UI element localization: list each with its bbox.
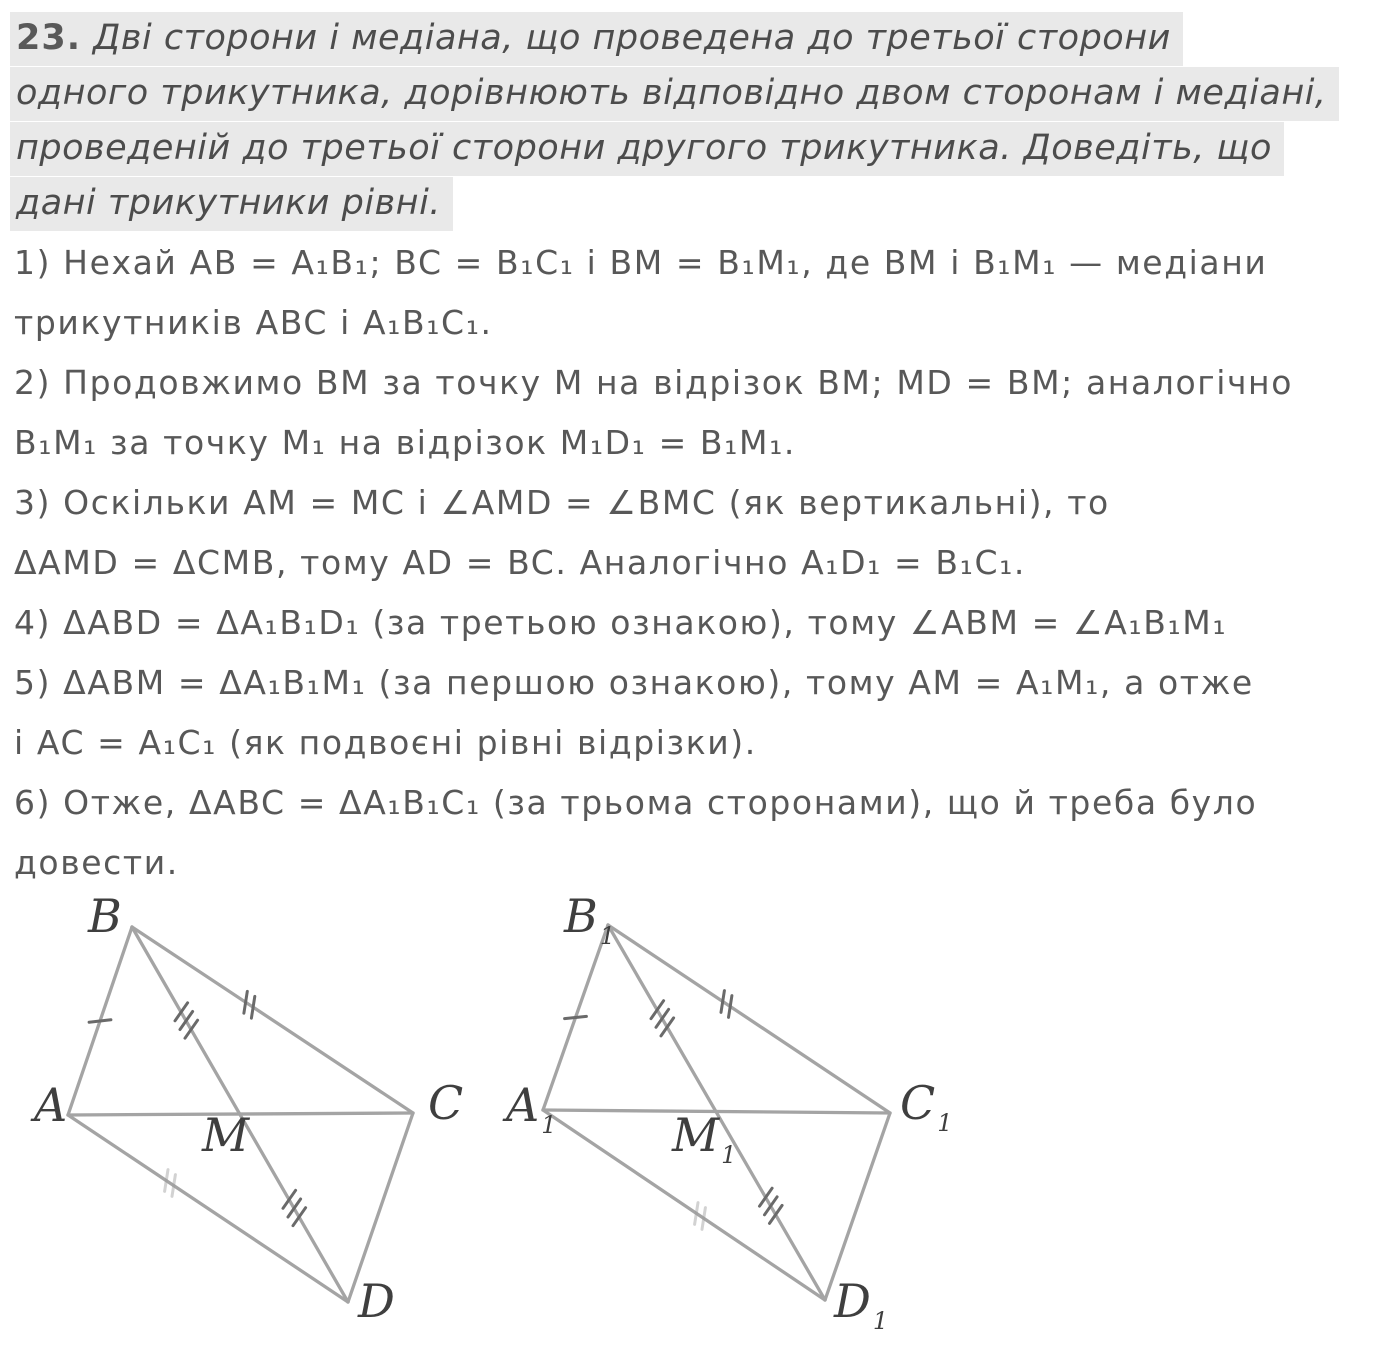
problem-line xyxy=(10,12,1339,66)
problem-text: одного трикутника, дорівнюють відповідно двом сторонам і медіані, xyxy=(10,67,1339,121)
solution-line: трикутників ABC і A₁B₁C₁. xyxy=(14,303,493,342)
solution-line: ΔAMD = ΔCMB, тому AD = BC. Аналогічно A₁D₁ = B₁C₁. xyxy=(14,543,1027,582)
solution-line: 6) Отже, ΔABC = ΔA₁B₁C₁ (за трьома сторонами), що й треба було xyxy=(14,783,1258,822)
solution-line: 1) Нехай AB = A₁B₁; BC = B₁C₁ і BM = B₁M₁, де BM і B₁M₁ — медіани xyxy=(14,243,1268,282)
vertex-label-D1: $D_1$ xyxy=(834,1274,889,1335)
vertex-label-A1: $A_1$ xyxy=(506,1078,557,1139)
problem-text: проведеній до третьої сторони другого трикутника. Доведіть, що xyxy=(10,122,1284,176)
problem-line xyxy=(10,122,1339,176)
figure-left-tick-marks xyxy=(89,991,306,1225)
problem-text: Дві сторони і медіана, що проведена до третьої сторони xyxy=(93,18,1171,58)
vertex-label-C: C xyxy=(428,1076,464,1130)
problem-number: 23. xyxy=(16,18,82,58)
vertex-label-M1: $M_1$ xyxy=(672,1108,737,1169)
vertex-label-M: M xyxy=(202,1108,250,1162)
problem-statement xyxy=(10,12,1339,232)
vertex-label-A: A xyxy=(34,1078,68,1132)
problem-line xyxy=(10,177,1339,231)
vertex-label-B: B xyxy=(88,889,122,943)
solution-line: 4) ΔABD = ΔA₁B₁D₁ (за третьою ознакою), тому ∠ABM = ∠A₁B₁M₁ xyxy=(14,603,1228,642)
solution-line: і AC = A₁C₁ (як подвоєні рівні відрізки). xyxy=(14,723,757,762)
vertex-label-C1: $C_1$ xyxy=(900,1076,953,1137)
solution-line: довести. xyxy=(14,843,179,882)
solution-line: B₁M₁ за точку M₁ на відрізок M₁D₁ = B₁M₁. xyxy=(14,423,796,462)
problem-line xyxy=(10,67,1339,121)
vertex-label-D: D xyxy=(358,1274,395,1328)
solution-line: 3) Оскільки AM = MC і ∠AMD = ∠BMC (як вертикальні), то xyxy=(14,483,1110,522)
solution-line: 2) Продовжимо BM за точку M на відрізок BM; MD = BM; аналогічно xyxy=(14,363,1294,402)
vertex-label-B1: $B_1$ xyxy=(564,889,616,950)
problem-text: дані трикутники рівні. xyxy=(10,177,453,231)
problem-highlight xyxy=(10,12,1183,66)
solution-line: 5) ΔABM = ΔA₁B₁M₁ (за першою ознакою), тому AM = A₁M₁, а отже xyxy=(14,663,1254,702)
solution-steps xyxy=(14,233,1390,893)
